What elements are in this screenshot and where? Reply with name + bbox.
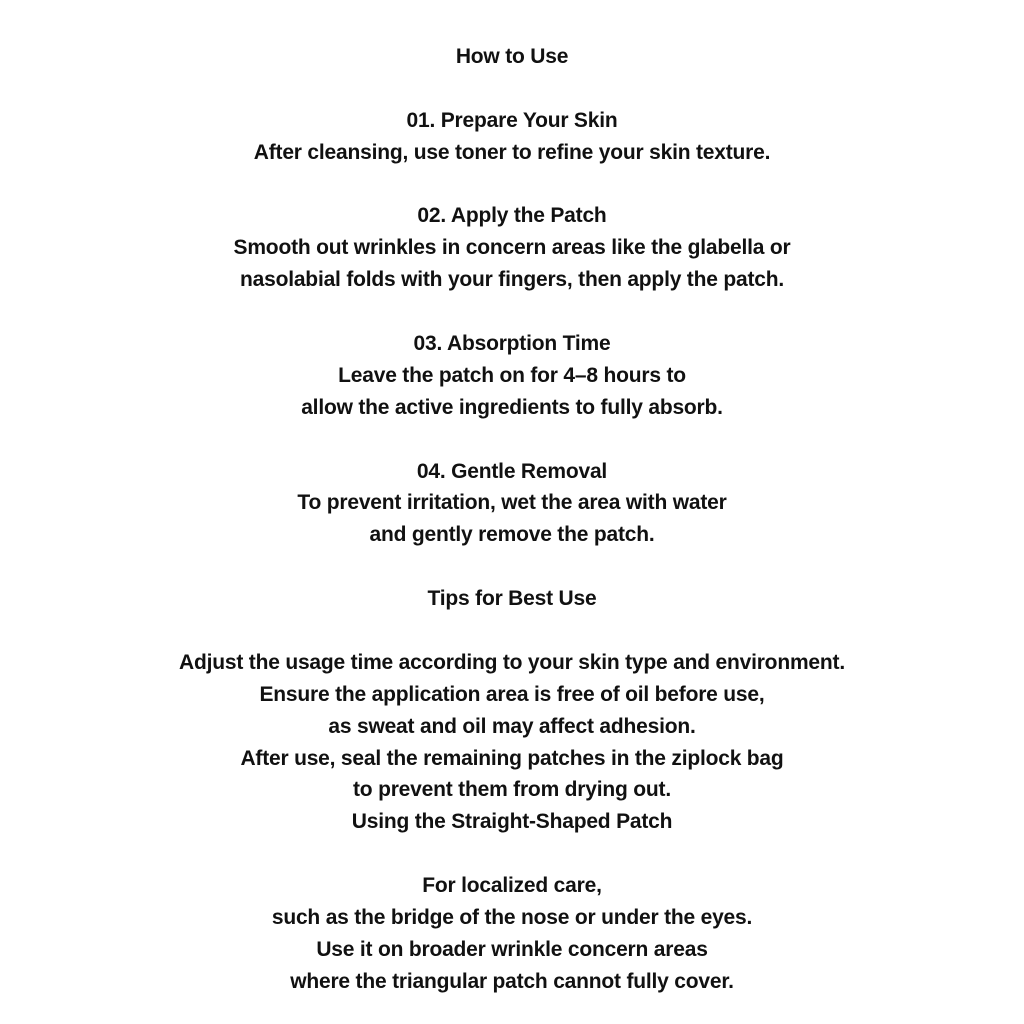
spacer (0, 551, 1024, 583)
tip-text: Using the Straight-Shaped Patch (351, 810, 673, 834)
step-2 (0, 200, 1024, 296)
how-to-use-document (0, 41, 1024, 998)
spacer (0, 838, 1024, 870)
spacer (0, 169, 1024, 201)
tips-section (0, 583, 1024, 838)
step-heading: 04. Gentle Removal (416, 459, 608, 483)
tip-text: as sweat and oil may affect adhesion. (328, 714, 696, 738)
step-heading: 03. Absorption Time (413, 332, 611, 356)
step-heading: 01. Prepare Your Skin (406, 108, 618, 132)
spacer (0, 424, 1024, 456)
spacer (0, 73, 1024, 105)
page-title: How to Use (455, 45, 569, 68)
tip-text: Ensure the application area is free of oil before use, (259, 682, 765, 706)
step-text: Smooth out wrinkles in concern areas like the glabella or (233, 236, 791, 260)
tip-text: to prevent them from drying out. (353, 778, 671, 802)
step-heading: 02. Apply the Patch (417, 204, 607, 228)
step-3 (0, 328, 1024, 424)
spacer (0, 296, 1024, 328)
straight-patch-section (0, 870, 1024, 998)
straight-patch-text: where the triangular patch cannot fully cover. (290, 969, 734, 993)
step-text: nasolabial folds with your fingers, then apply the patch. (239, 268, 784, 292)
step-text: allow the active ingredients to fully absorb. (301, 395, 723, 419)
step-text: Leave the patch on for 4–8 hours to (338, 363, 686, 387)
tips-heading: Tips for Best Use (427, 587, 597, 611)
straight-patch-text: Use it on broader wrinkle concern areas (316, 937, 708, 961)
step-text: and gently remove the patch. (369, 523, 655, 547)
straight-patch-text: For localized care, (422, 874, 602, 898)
spacer (0, 615, 1024, 647)
step-1 (0, 105, 1024, 169)
straight-patch-text: such as the bridge of the nose or under the eyes. (271, 906, 753, 930)
tip-text: Adjust the usage time according to your skin type and environment. (179, 650, 845, 674)
step-4 (0, 456, 1024, 552)
tip-text: After use, seal the remaining patches in the ziplock bag (240, 746, 784, 770)
step-text: After cleansing, use toner to refine your skin texture. (253, 140, 771, 164)
step-text: To prevent irritation, wet the area with water (297, 491, 727, 515)
